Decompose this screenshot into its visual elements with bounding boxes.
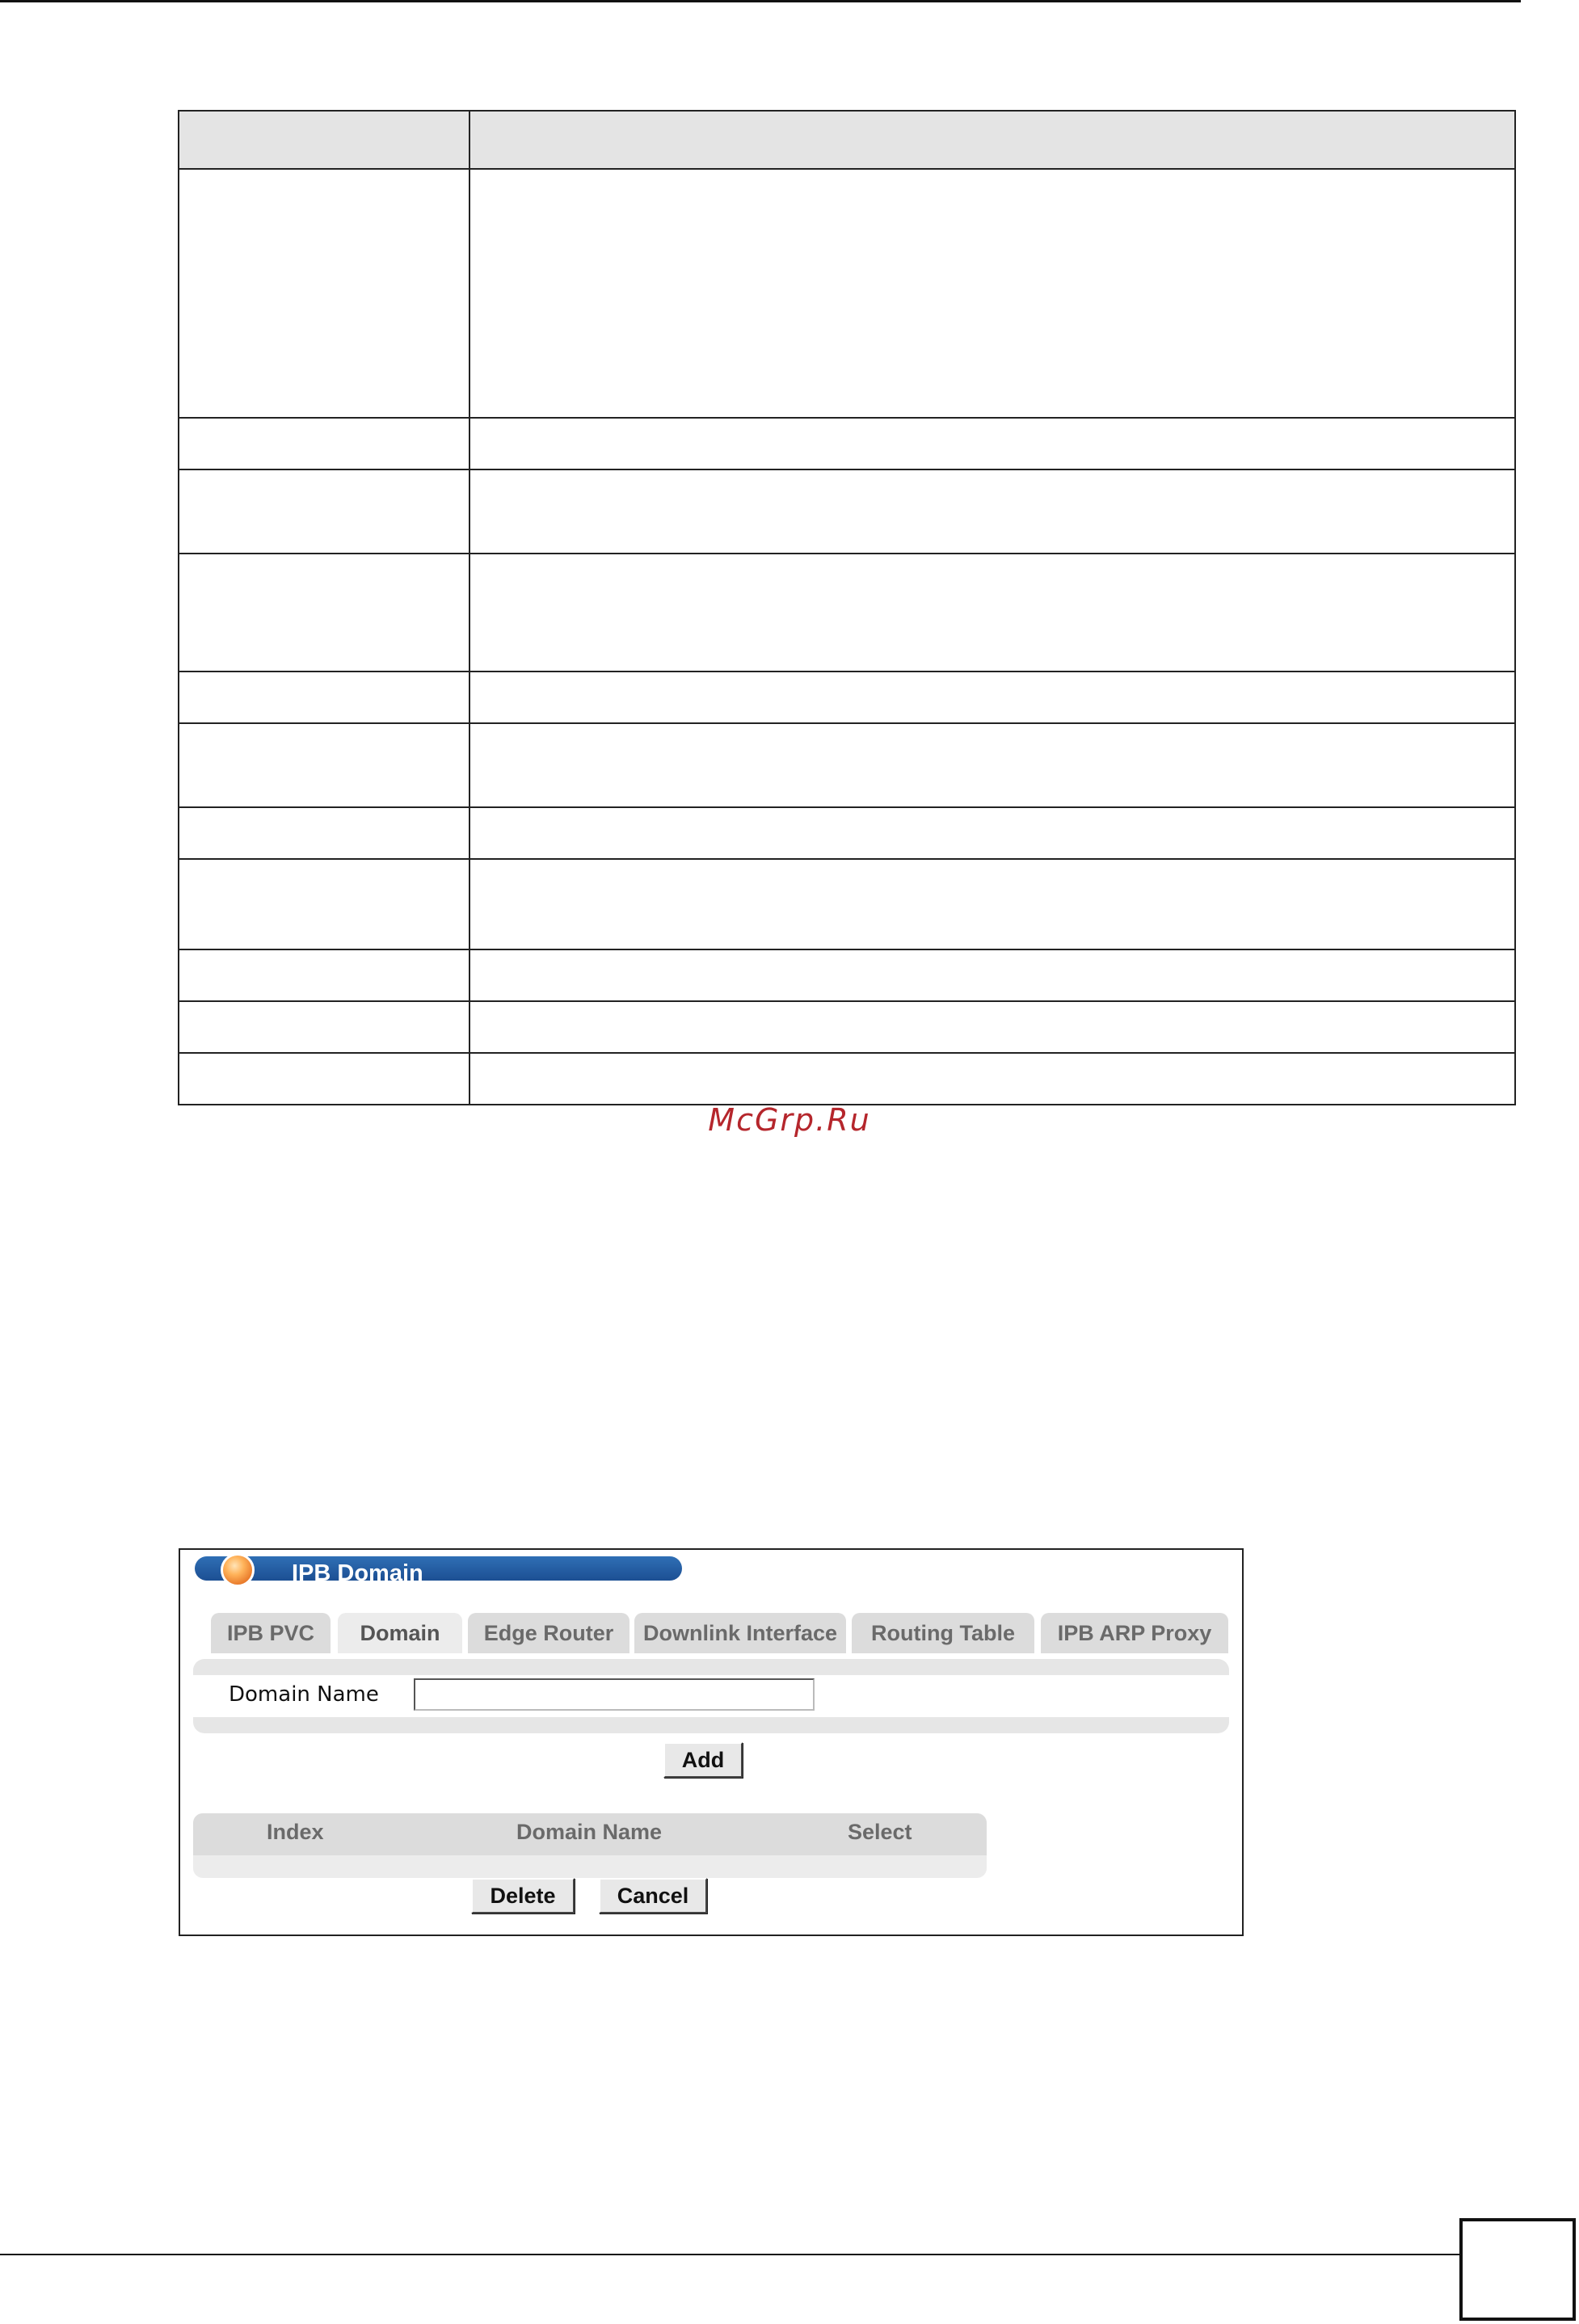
table-cell xyxy=(469,949,1515,1001)
table-cell xyxy=(469,469,1515,554)
orb-icon xyxy=(221,1553,255,1587)
tab-routing-table[interactable]: Routing Table xyxy=(852,1613,1034,1653)
domain-form-row xyxy=(193,1675,1229,1717)
delete-button[interactable]: Delete xyxy=(471,1878,575,1914)
ipb-domain-screenshot xyxy=(179,1548,1244,1936)
table-cell xyxy=(469,111,1515,169)
tab-ipb-arp-proxy[interactable]: IPB ARP Proxy xyxy=(1041,1613,1228,1653)
table-cell xyxy=(469,672,1515,723)
domain-name-label: Domain Name xyxy=(229,1682,379,1707)
domain-list-header xyxy=(193,1813,987,1855)
description-table xyxy=(178,110,1516,1105)
table-row xyxy=(179,1053,1515,1105)
domain-form xyxy=(193,1659,1229,1733)
table-cell xyxy=(469,554,1515,672)
footer-rule xyxy=(0,2254,1461,2255)
table-cell xyxy=(469,859,1515,949)
screen-title: IPB Domain xyxy=(292,1560,423,1586)
column-header-domain-name: Domain Name xyxy=(516,1820,663,1844)
tab-downlink-interface[interactable]: Downlink Interface xyxy=(634,1613,846,1653)
column-header-select: Select xyxy=(848,1820,912,1844)
table-row xyxy=(179,554,1515,672)
table-cell xyxy=(179,554,469,672)
table-cell xyxy=(469,807,1515,859)
title-bar xyxy=(195,1556,682,1586)
table-cell xyxy=(179,807,469,859)
table-cell xyxy=(469,169,1515,418)
table-row xyxy=(179,418,1515,469)
table-cell xyxy=(179,1053,469,1105)
table-cell xyxy=(179,169,469,418)
table-cell xyxy=(179,111,469,169)
tab-domain[interactable]: Domain xyxy=(338,1613,462,1653)
table-cell xyxy=(469,1053,1515,1105)
domain-list xyxy=(193,1813,987,1878)
cancel-button[interactable]: Cancel xyxy=(599,1878,707,1914)
table-row xyxy=(179,169,1515,418)
table-row xyxy=(179,672,1515,723)
tab-ipb-pvc[interactable]: IPB PVC xyxy=(211,1613,331,1653)
add-button[interactable]: Add xyxy=(663,1742,743,1778)
table-cell xyxy=(179,672,469,723)
table-row xyxy=(179,859,1515,949)
page-number-box xyxy=(1459,2218,1576,2321)
header-rule xyxy=(0,0,1521,2)
table-cell xyxy=(179,1001,469,1053)
table-row xyxy=(179,723,1515,807)
table-cell xyxy=(179,723,469,807)
column-header-index: Index xyxy=(267,1820,324,1844)
table-cell xyxy=(179,859,469,949)
table-cell xyxy=(469,723,1515,807)
table-header-row xyxy=(179,111,1515,169)
table-row xyxy=(179,469,1515,554)
table-cell xyxy=(469,1001,1515,1053)
tab-edge-router[interactable]: Edge Router xyxy=(468,1613,629,1653)
table-row xyxy=(179,949,1515,1001)
table-cell xyxy=(179,949,469,1001)
watermark-text: McGrp.Ru xyxy=(708,1102,871,1138)
table-row xyxy=(179,807,1515,859)
table-cell xyxy=(469,418,1515,469)
domain-name-input[interactable] xyxy=(414,1678,815,1711)
table-row xyxy=(179,1001,1515,1053)
table-cell xyxy=(179,469,469,554)
table-cell xyxy=(179,418,469,469)
